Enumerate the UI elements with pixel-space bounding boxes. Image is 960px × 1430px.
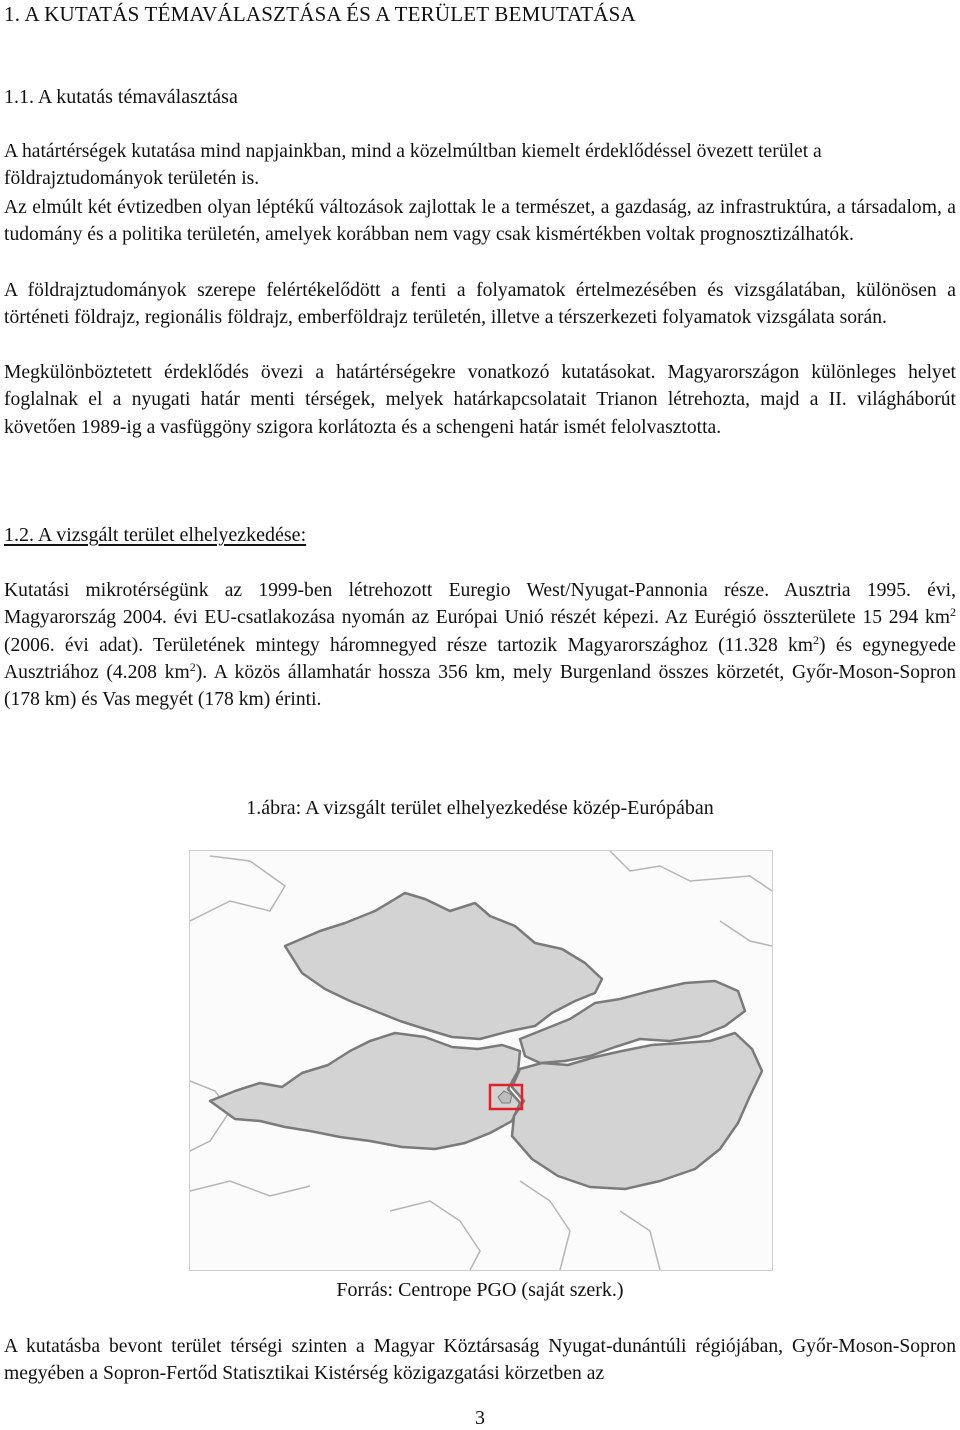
paragraph-3: A földrajztudományok szerepe felértékelődött a fenti a folyamatok értelmezésében és vizsgálatában, különösen a történeti földrajz, regionális földrajz, emberföldrajz területén, illetve a térszerkezeti folyamatok vizsgálata során. (4, 280, 956, 329)
paragraph-5 (4, 577, 956, 713)
map-svg (190, 851, 772, 1270)
superscript-2: 2 (813, 632, 820, 647)
paragraph-5-part-1: Kutatási mikrotérségünk az 1999-ben létrehozott Euregio West/Nyugat-Pannonia része. Ausztria 1995. évi, Magyarország 2004. évi EU-csatlakozása nyomán az Európai Unió részét képezi. Az Eurégió összterülete 15 294 km (4, 580, 956, 629)
paragraph-5-part-4: ). A közös államhatár hossza 356 km, mely Burgenland összes körzetét, Győr-Moson-Sopron (178 km) és Vas megyét (178 km) érinti. (4, 661, 956, 711)
paragraph-5-part-2: (2006. évi adat). Területének mintegy háromnegyed része tartozik Magyarországhoz (11.328 km (4, 634, 814, 656)
czech-republic-shape (285, 893, 602, 1039)
austria-shape (210, 1033, 520, 1149)
location-map (189, 850, 773, 1271)
figure-source: Forrás: Centrope PGO (saját szerk.) (336, 1279, 624, 1301)
paragraph-1: A határtérségek kutatása mind napjainkban, mind a közelmúltban kiemelt érdeklődéssel övezett terület a földrajztudományok területén is. (4, 141, 822, 190)
page-number: 3 (475, 1407, 485, 1429)
superscript-1: 2 (950, 605, 956, 620)
section-heading-1-2 (4, 524, 306, 547)
paragraph-5-part-3: ) és egynegyede Ausztriához (4.208 km (4, 634, 956, 683)
paragraph-6: A kutatásba bevont terület térségi szinten a Magyar Köztársaság Nyugat-dunántúli régiójában, Győr-Moson-Sopron megyében a Sopron-Fertőd Statisztikai Kistérség közigazgatási körzetben az (4, 1336, 956, 1385)
section-heading-1-1: 1.1. A kutatás témaválasztása (4, 86, 238, 108)
paragraph-4: Megkülönböztetett érdeklődés övezi a határtérségekre vonatkozó kutatásokat. Magyarországon különleges helyet foglalnak el a nyugati határ menti térségek, melyek határkapcsolatait Trianon létrehozta, majd a II. világháborút követően 1989-ig a vasfüggöny szigora korlátozta és a schengeni határ ismét felolvasztotta. (4, 362, 956, 438)
superscript-3: 2 (189, 659, 196, 674)
chapter-heading: 1. A KUTATÁS TÉMAVÁLASZTÁSA ÉS A TERÜLET BEMUTATÁSA (4, 2, 636, 26)
figure-caption: 1.ábra: A vizsgált terület elhelyezkedése közép-Európában (246, 797, 714, 819)
paragraph-2: Az elmúlt két évtizedben olyan léptékű változások zajlottak le a természet, a gazdaság, az infrastruktúra, a társadalom, a tudomány és a politika területén, amelyek korábban nem vagy csak kismértékben voltak prognosztizálhatók. (4, 197, 956, 246)
section-heading-1-2-text: 1.2. A vizsgált terület elhelyezkedése: (4, 524, 307, 546)
